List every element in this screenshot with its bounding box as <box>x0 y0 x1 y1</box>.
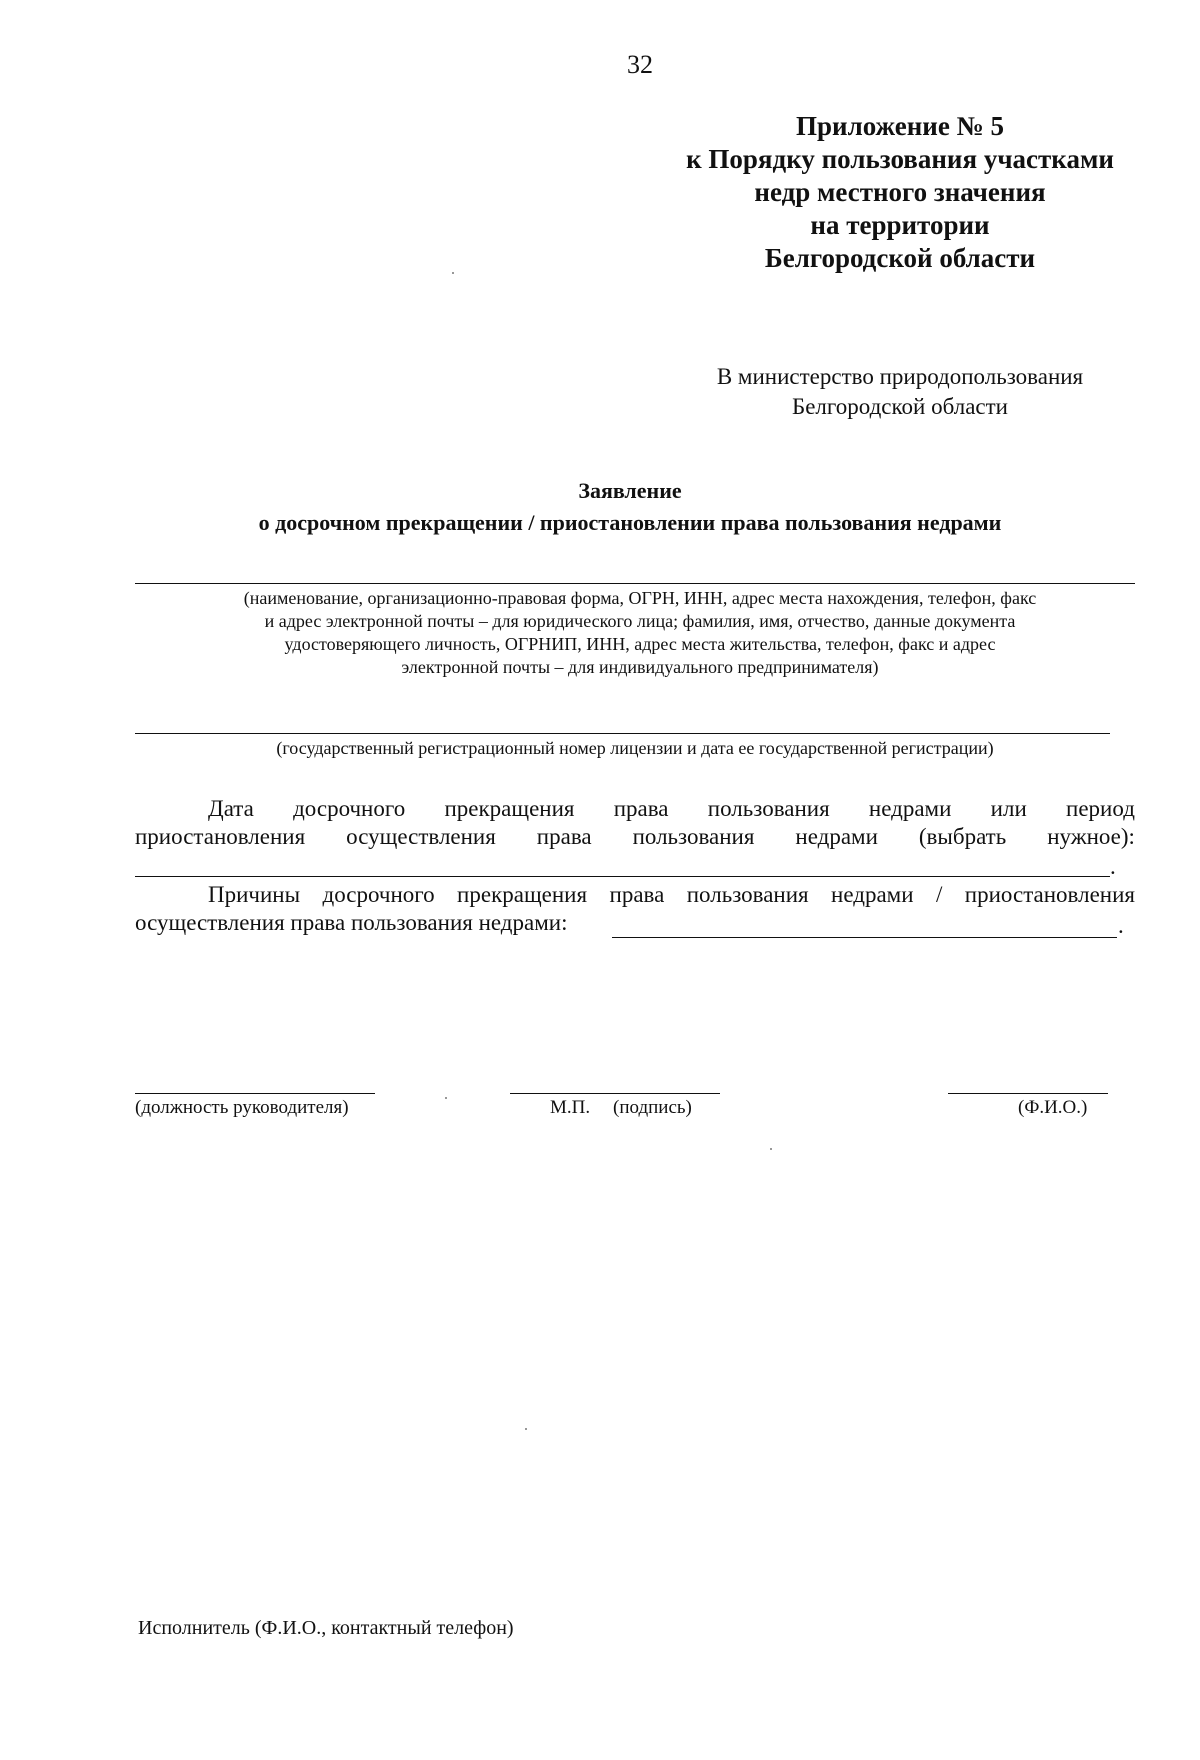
addressee-line: В министерство природопользования <box>716 364 1084 389</box>
scan-speck <box>452 272 454 274</box>
hint-line: удостоверяющего личность, ОГРНИП, ИНН, адрес места жительства, телефон, факс и адрес <box>284 634 996 654</box>
name-label: (Ф.И.О.) <box>1018 1097 1088 1118</box>
page-number: 32 <box>627 50 653 79</box>
date-paragraph-line-2: приостановления осуществления права пользования недрами (выбрать нужное): <box>135 824 1135 849</box>
hint-line: и адрес электронной почты – для юридического лица; фамилия, имя, отчество, данные документа <box>264 611 1016 631</box>
position-signature-line[interactable] <box>135 1093 375 1094</box>
signature-line[interactable] <box>510 1093 720 1094</box>
reasons-paragraph-line-2: осуществления права пользования недрами: <box>135 910 568 935</box>
position-label: (должность руководителя) <box>135 1097 349 1118</box>
appendix-line: Приложение № 5 <box>796 111 1004 141</box>
reasons-paragraph-line-1: Причины досрочного прекращения права пользования недрами / приостановления <box>208 882 1135 907</box>
appendix-line: Белгородской области <box>764 243 1036 273</box>
subtitle-line: о досрочном прекращении / приостановлении права пользования недрами <box>258 510 1002 535</box>
hint-line: (наименование, организационно-правовая форма, ОГРН, ИНН, адрес места нахождения, телефон, факс <box>243 588 1037 608</box>
applicant-field-line[interactable] <box>135 583 1135 584</box>
document-title <box>130 475 1130 539</box>
license-field-line[interactable] <box>135 733 1110 734</box>
reasons-field-line[interactable] <box>612 937 1117 938</box>
appendix-line: недр местного значения <box>754 177 1046 207</box>
license-hint: (государственный регистрационный номер лицензии и дата ее государственной регистрации) <box>276 738 994 758</box>
stamp-label: М.П. <box>550 1097 591 1118</box>
executor-line: Исполнитель (Ф.И.О., контактный телефон) <box>138 1617 514 1639</box>
scan-speck <box>525 1428 527 1430</box>
appendix-line: на территории <box>810 210 990 240</box>
appendix-heading <box>640 110 1160 275</box>
date-field-line[interactable] <box>135 876 1110 877</box>
addressee-block <box>680 362 1120 422</box>
reasons-field-end-mark: . <box>1118 913 1124 938</box>
title-line: Заявление <box>578 478 682 503</box>
applicant-hint <box>160 587 1120 679</box>
addressee-line: Белгородской области <box>792 394 1008 419</box>
hint-line: электронной почты – для индивидуального предпринимателя) <box>401 657 879 677</box>
scan-speck <box>770 1148 772 1150</box>
scan-speck <box>445 1097 447 1099</box>
name-signature-line[interactable] <box>948 1093 1108 1094</box>
signature-label: (подпись) <box>613 1097 692 1118</box>
date-paragraph-line-1: Дата досрочного прекращения права пользования недрами или период <box>208 796 1135 821</box>
appendix-line: к Порядку пользования участками <box>686 144 1114 174</box>
date-field-end-mark: . <box>1110 854 1116 879</box>
